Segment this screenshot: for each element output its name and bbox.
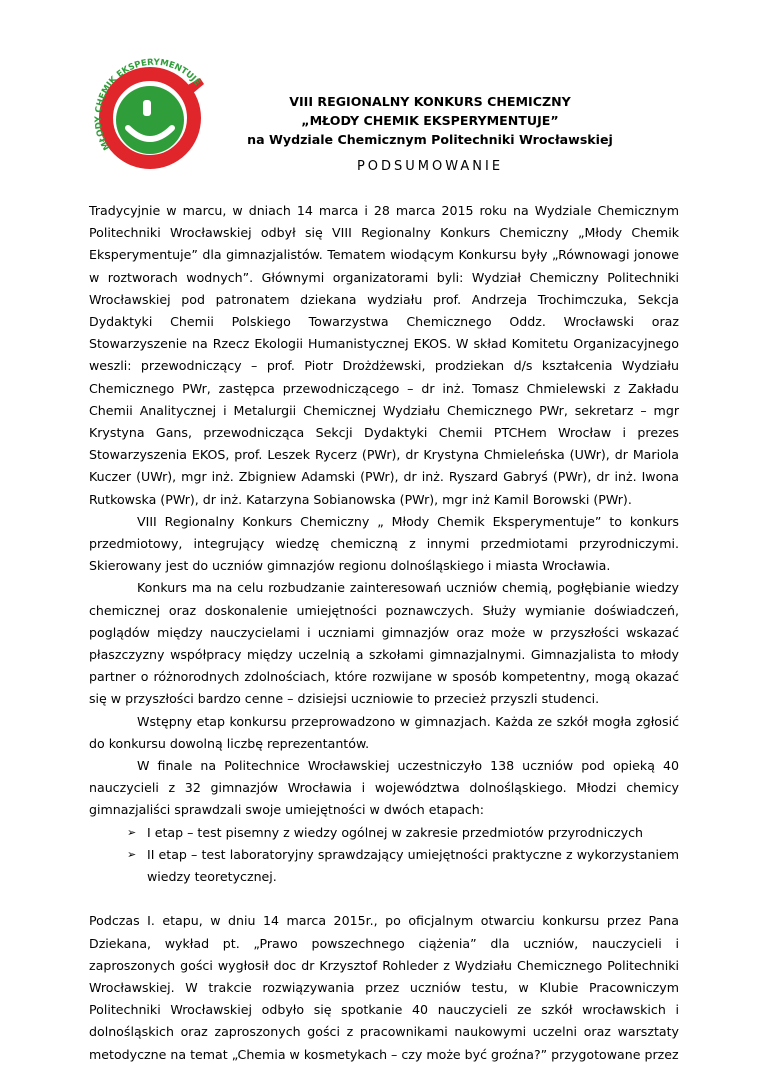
summary-title: PODSUMOWANIE (356, 159, 504, 174)
stage-list-item-text: I etap – test pisemny z wiedzy ogólnej w zakresie przedmiotów przyrodniczych (147, 824, 644, 840)
stage-list (89, 822, 679, 889)
document-body (89, 200, 679, 1066)
contest-logo (88, 48, 220, 176)
paragraph-intro: Tradycyjnie w marcu, w dniach 14 marca i 28 marca 2015 roku na Wydziale Chemicznym Politechniki Wrocławskiej odbył się VIII Regionalny Konkurs Chemiczny „Młody Chemik Eksperymentuje” dla gimnazjalistów. Tematem wiodącym Konkursu były „Równowagi jonowe w roztworach wodnych”. Głównymi organizatorami byli: Wydział Chemiczny Politechniki Wrocławskiej pod patronatem dziekana wydziału prof. Andrzeja Trochimczuka, Sekcja Dydaktyki Chemii Polskiego Towarzystwa Chemicznego Oddz. Wrocławski oraz Stowarzyszenie na Rzecz Ekologii Humanistycznej EKOS. W skład Komitetu Organizacyjnego weszli: przewodniczący – prof. Piotr Drożdżewski, prodziekan d/s kształcenia Wydziału Chemicznego PWr, zastępca przewodniczącego – dr inż. Tomasz Chmielewski z Zakładu Chemii Analitycznej i Metalurgii Chemicznej Wydziału Chemicznego PWr, sekretarz – mgr Krystyna Gans, przewodnicząca Sekcji Dydaktyki Chemii PTCHem Wrocław i prezes Stowarzyszenia EKOS, prof. Leszek Rycerz (PWr), dr Krystyna Chmieleńska (UWr), dr Mariola Kuczer (UWr), mgr inż. Zbigniew Adamski (PWr), dr inż. Ryszard Gabryś (PWr), dr inż. Iwona Rutkowska (PWr), dr inż. Katarzyna Sobianowska (PWr), mgr inż Kamil Borowski (PWr). (89, 203, 679, 507)
logo-ring-text: MŁODY CHEMIK EKSPERYMENTUJE (93, 57, 203, 152)
document-heading (220, 92, 640, 149)
heading-line-3: na Wydziale Chemicznym Politechniki Wrocławskiej (247, 132, 613, 147)
contest-logo-graphic (88, 48, 220, 176)
logo-green-face (116, 86, 184, 154)
logo-eye (143, 100, 151, 116)
heading-line-2: „MŁODY CHEMIK EKSPERYMENTUJE” (301, 113, 559, 128)
heading-line-1: VIII REGIONALNY KONKURS CHEMICZNY (289, 94, 571, 109)
paragraph-first-stage-report: Podczas I. etapu, w dniu 14 marca 2015r., po oficjalnym otwarciu konkursu przez Pana Dziekana, wykład pt. „Prawo powszechnego ciążenia” dla uczniów, nauczycieli i zaproszonych gości wygłosił doc dr Krzysztof Rohleder z Wydziału Chemicznego Politechniki Wrocławskiej. W trakcie rozwiązywania przez uczniów testu, w Klubie Pracowniczym Politechniki Wrocławskiej odbyło się spotkanie 40 nauczycieli ze szkół wrocławskich i dolnośląskich oraz zaproszonych gości z pracownikami naukowymi uczelni oraz warsztaty metodyczne na temat „Chemia w kosmetykach – czy może być groźna?” przygotowane przez (89, 913, 679, 1062)
stage-list-item-text: II etap – test laboratoryjny sprawdzający umiejętności praktyczne z wykorzystaniem wiedzy teoretycznej. (147, 846, 679, 885)
paragraph-spacer (89, 888, 679, 910)
stage-list-item (89, 844, 679, 888)
paragraph-preliminary-stage: Wstępny etap konkursu przeprowadzono w gimnazjach. Każda ze szkół mogła zgłosić do konkursu dowolną liczbę reprezentantów. (89, 713, 679, 751)
stage-list-item (89, 822, 679, 844)
paragraph-contest-description: VIII Regionalny Konkurs Chemiczny „ Młody Chemik Eksperymentuje” to konkurs przedmiotowy, integrujący wiedzę chemiczną z innymi przedmiotami przyrodniczymi. Skierowany jest do uczniów gimnazjów regionu dolnośląskiego i miasta Wrocławia. (89, 513, 679, 574)
arrow-bullet-icon: ➢ (127, 825, 137, 839)
arrow-bullet-icon: ➢ (127, 847, 137, 861)
paragraph-contest-goals: Konkurs ma na celu rozbudzanie zainteresowań uczniów chemią, pogłębianie wiedzy chemicznej oraz doskonalenie umiejętności poznawczych. Służy wymianie doświadczeń, poglądów między nauczycielami i uczniami gimnazjów oraz może w przyszłości wskazać płaszczyzny współpracy między uczelnią a szkołami gimnazjalnymi. Gimnazjalista to młody partner o różnorodnych zdolnościach, które rozwijane w sposób kompetentny, mogą okazać się w przyszłości bardzo cenne – dzisiejsi uczniowie to przecież przyszli studenci. (89, 580, 679, 707)
paragraph-final-stage: W finale na Politechnice Wrocławskiej uczestniczyło 138 uczniów pod opieką 40 nauczycieli z 32 gimnazjów Wrocławia i województwa dolnośląskiego. Młodzi chemicy gimnazjaliści sprawdzali swoje umiejętności w dwóch etapach: (89, 758, 679, 818)
